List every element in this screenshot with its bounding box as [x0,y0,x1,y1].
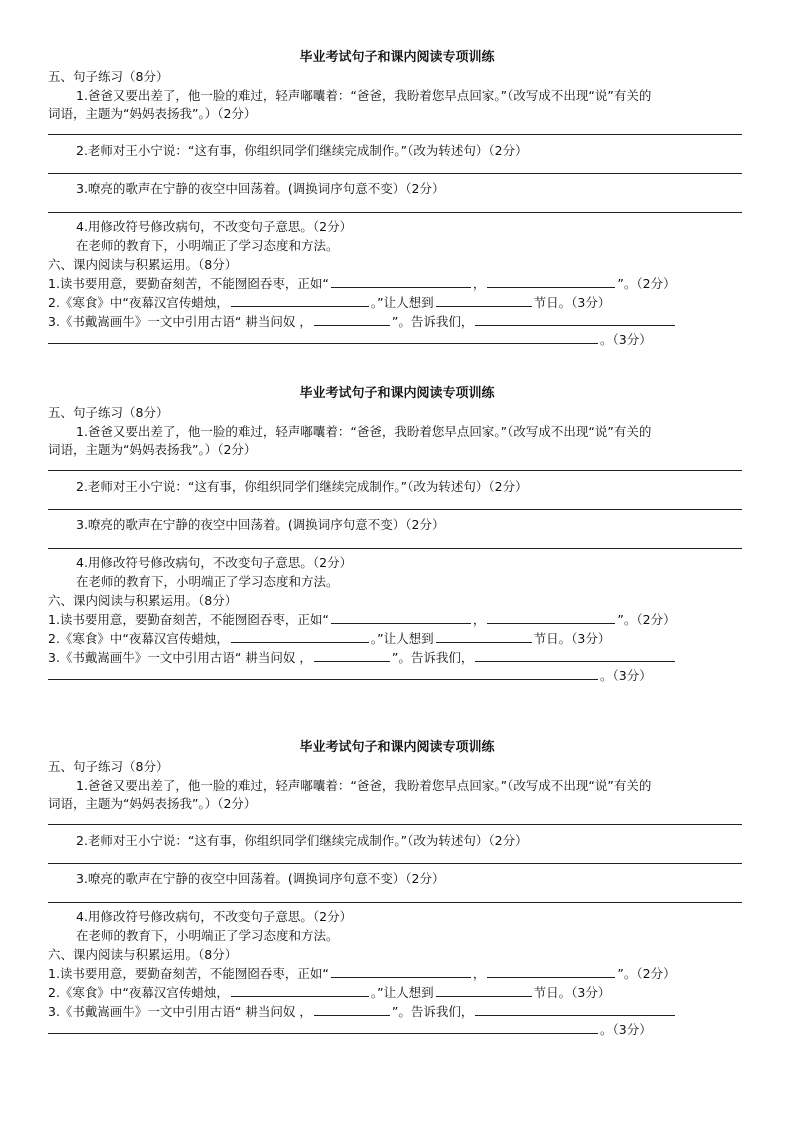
fill-blank[interactable] [231,630,369,643]
fill-blank[interactable] [475,649,675,662]
reading-question-3 [48,649,677,665]
reading-question-1-prompt: 1.读书要用意，要勤奋刻苦，不能囫囵吞枣，正如“ [48,966,329,981]
score-text: 。（3分） [600,1022,652,1037]
reading-question-2 [48,984,610,1000]
score-text: 。（3分） [600,332,652,347]
score-text: ”。（2分） [617,966,676,981]
reading-question-2-middle: 。”让人想到 [370,631,434,646]
reading-question-3-prompt: 3.《书戴嵩画牛》一文中引用古语“ 耕当问奴 ， [48,314,312,329]
question-1-line-1: 1.爸爸又要出差了，他一脸的难过，轻声嘟囔着：“爸爸，我盼着您早点回家。”（改写成不出现“说”有关的 [76,424,652,439]
worksheet-title: 毕业考试句子和课内阅读专项训练 [299,386,495,401]
part-six-heading: 六、课内阅读与积累运用。（8分） [48,947,238,962]
reading-question-2-middle: 。”让人想到 [370,985,434,1000]
answer-line-2[interactable] [48,509,742,510]
question-4-sentence: 在老师的教育下，小明端正了学习态度和方法。 [76,574,339,589]
answer-line-1[interactable] [48,824,742,825]
reading-question-1 [48,275,676,291]
score-text: 节日。（3分） [533,985,611,1000]
answer-line-2[interactable] [48,863,742,864]
fill-blank[interactable] [314,649,390,662]
fill-blank[interactable] [314,313,390,326]
score-text: 节日。（3分） [533,631,611,646]
worksheet-title: 毕业考试句子和课内阅读专项训练 [299,740,495,755]
reading-question-3-continued [48,1021,652,1037]
reading-question-3 [48,313,677,329]
question-4-sentence: 在老师的教育下，小明端正了学习态度和方法。 [76,928,339,943]
fill-blank[interactable] [48,667,598,680]
part-five-heading: 五、句子练习（8分） [48,69,169,84]
question-3: 3.嘹亮的歌声在宁静的夜空中回荡着。(调换词序句意不变）（2分） [76,871,445,886]
reading-question-3-middle: ”。告诉我们， [391,314,474,329]
reading-question-2-middle: 。”让人想到 [370,295,434,310]
fill-blank[interactable] [436,630,532,643]
reading-question-3-continued [48,331,652,347]
comma-text: ， [472,612,486,627]
fill-blank[interactable] [475,313,675,326]
question-2: 2.老师对王小宁说：“这有事，你组织同学们继续完成制作。”（改为转述句）（2分） [76,833,528,848]
fill-blank[interactable] [231,294,369,307]
reading-question-2 [48,630,610,646]
fill-blank[interactable] [436,294,532,307]
reading-question-3-middle: ”。告诉我们， [391,1004,474,1019]
question-2: 2.老师对王小宁说：“这有事，你组织同学们继续完成制作。”（改为转述句）（2分） [76,143,528,158]
reading-question-1 [48,611,676,627]
worksheet-section-3 [48,740,746,1040]
question-3: 3.嘹亮的歌声在宁静的夜空中回荡着。(调换词序句意不变）（2分） [76,517,445,532]
fill-blank[interactable] [231,984,369,997]
reading-question-1-prompt: 1.读书要用意，要勤奋刻苦，不能囫囵吞枣，正如“ [48,276,329,291]
answer-line-3[interactable] [48,212,742,213]
fill-blank[interactable] [475,1003,675,1016]
score-text: 节日。（3分） [533,295,611,310]
question-1-line-2: 词语，主题为“妈妈表扬我”。）（2分） [48,106,257,121]
comma-text: ， [472,966,486,981]
worksheet-section-1 [48,50,746,350]
part-six-heading: 六、课内阅读与积累运用。（8分） [48,593,238,608]
fill-blank[interactable] [314,1003,390,1016]
fill-blank[interactable] [48,1021,598,1034]
reading-question-1-prompt: 1.读书要用意，要勤奋刻苦，不能囫囵吞枣，正如“ [48,612,329,627]
question-1-line-2: 词语，主题为“妈妈表扬我”。）（2分） [48,442,257,457]
fill-blank[interactable] [487,611,615,624]
fill-blank[interactable] [487,965,615,978]
reading-question-2-prompt: 2.《寒食》中“夜幕汉宫传蜡烛， [48,295,229,310]
score-text: ”。（2分） [617,276,676,291]
question-4-sentence: 在老师的教育下，小明端正了学习态度和方法。 [76,238,339,253]
reading-question-3-middle: ”。告诉我们， [391,650,474,665]
reading-question-3-prompt: 3.《书戴嵩画牛》一文中引用古语“ 耕当问奴 ， [48,650,312,665]
reading-question-1 [48,965,676,981]
question-4: 4.用修改符号修改病句，不改变句子意思。（2分） [76,219,353,234]
answer-line-1[interactable] [48,470,742,471]
answer-line-2[interactable] [48,173,742,174]
reading-question-2 [48,294,610,310]
question-1-line-1: 1.爸爸又要出差了，他一脸的难过，轻声嘟囔着：“爸爸，我盼着您早点回家。”（改写成不出现“说”有关的 [76,88,652,103]
reading-question-2-prompt: 2.《寒食》中“夜幕汉宫传蜡烛， [48,985,229,1000]
worksheet-section-2 [48,386,746,686]
answer-line-3[interactable] [48,902,742,903]
fill-blank[interactable] [331,611,471,624]
answer-line-3[interactable] [48,548,742,549]
part-six-heading: 六、课内阅读与积累运用。（8分） [48,257,238,272]
question-2: 2.老师对王小宁说：“这有事，你组织同学们继续完成制作。”（改为转述句）（2分） [76,479,528,494]
question-4: 4.用修改符号修改病句，不改变句子意思。（2分） [76,909,353,924]
reading-question-3-prompt: 3.《书戴嵩画牛》一文中引用古语“ 耕当问奴 ， [48,1004,312,1019]
fill-blank[interactable] [331,965,471,978]
part-five-heading: 五、句子练习（8分） [48,759,169,774]
answer-line-1[interactable] [48,134,742,135]
part-five-heading: 五、句子练习（8分） [48,405,169,420]
question-1-line-1: 1.爸爸又要出差了，他一脸的难过，轻声嘟囔着：“爸爸，我盼着您早点回家。”（改写成不出现“说”有关的 [76,778,652,793]
question-3: 3.嘹亮的歌声在宁静的夜空中回荡着。(调换词序句意不变）（2分） [76,181,445,196]
fill-blank[interactable] [436,984,532,997]
fill-blank[interactable] [487,275,615,288]
reading-question-3-continued [48,667,652,683]
reading-question-2-prompt: 2.《寒食》中“夜幕汉宫传蜡烛， [48,631,229,646]
fill-blank[interactable] [48,331,598,344]
score-text: ”。（2分） [617,612,676,627]
question-1-line-2: 词语，主题为“妈妈表扬我”。）（2分） [48,796,257,811]
score-text: 。（3分） [600,668,652,683]
question-4: 4.用修改符号修改病句，不改变句子意思。（2分） [76,555,353,570]
comma-text: ， [472,276,486,291]
fill-blank[interactable] [331,275,471,288]
worksheet-title: 毕业考试句子和课内阅读专项训练 [299,50,495,65]
reading-question-3 [48,1003,677,1019]
